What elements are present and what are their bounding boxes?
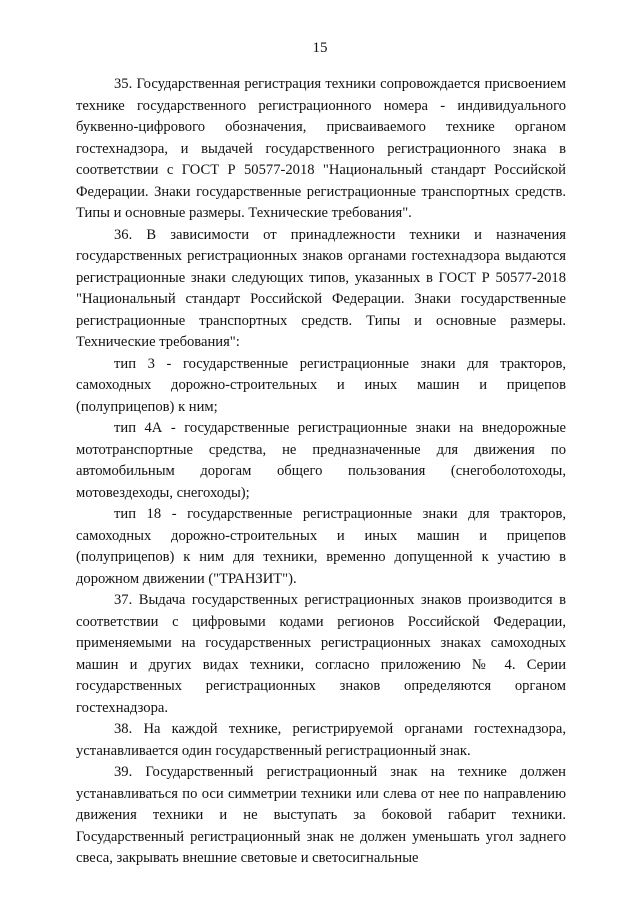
paragraph-38: 38. На каждой технике, регистрируемой органами гостехнадзора, устанавливается один государственный регистрационный знак. bbox=[76, 721, 566, 759]
list-item-type-3: тип 3 - государственные регистрационные знаки для тракторов, самоходных дорожно-строительных и иных машин и прицепов (полуприцепов) к ним; bbox=[76, 355, 566, 415]
paragraph-36: 36. В зависимости от принадлежности техники и назначения государственных регистрационных знаков органами гостехнадзора выдаются регистрационные знаки следующих типов, указанных в ГОСТ Р 50577-2018 "Национальный стандарт Российской Федерации. Знаки государственные регистрационные транспортных средств. Типы и основные размеры. Технические требования": bbox=[76, 226, 566, 350]
page-number: 15 bbox=[312, 40, 328, 56]
paragraph-39: 39. Государственный регистрационный знак на технике должен устанавливаться по оси симметрии техники или слева от нее по направлению движения техники и не выступать за боковой габарит техники. Государственный регистрационный знак не должен уменьшать угол заднего свеса, закрывать внешние световые и светосигнальные bbox=[76, 764, 566, 866]
document-body bbox=[76, 74, 566, 870]
list-item-type-4a: тип 4А - государственные регистрационные знаки на внедорожные мототранспортные средства, не предназначенные для движения по автомобильным дорогам общего пользования (снегоболотоходы, мотовездеходы, снегоходы); bbox=[76, 420, 566, 501]
list-item-type-18: тип 18 - государственные регистрационные знаки для тракторов, самоходных дорожно-строительных и иных машин и прицепов (полуприцепов) к ним для техники, временно допущенной к участию в дорожном движении ("ТРАНЗИТ"). bbox=[76, 506, 566, 587]
paragraph-37: 37. Выдача государственных регистрационных знаков производится в соответствии с цифровыми кодами регионов Российской Федерации, применяемыми на государственных регистрационных знаках самоходных машин и других видах техники, согласно приложению № 4. Серии государственных регистрационных знаков определяются органом гостехнадзора. bbox=[76, 592, 566, 716]
paragraph-35: 35. Государственная регистрация техники сопровождается присвоением технике государственного регистрационного номера - индивидуального буквенно-цифрового обозначения, присваиваемого технике органом гостехнадзора, и выдачей государственного регистрационного знака в соответствии с ГОСТ Р 50577-2018 "Национальный стандарт Российской Федерации. Знаки государственные регистрационные транспортных средств. Типы и основные размеры. Технические требования". bbox=[76, 76, 566, 221]
